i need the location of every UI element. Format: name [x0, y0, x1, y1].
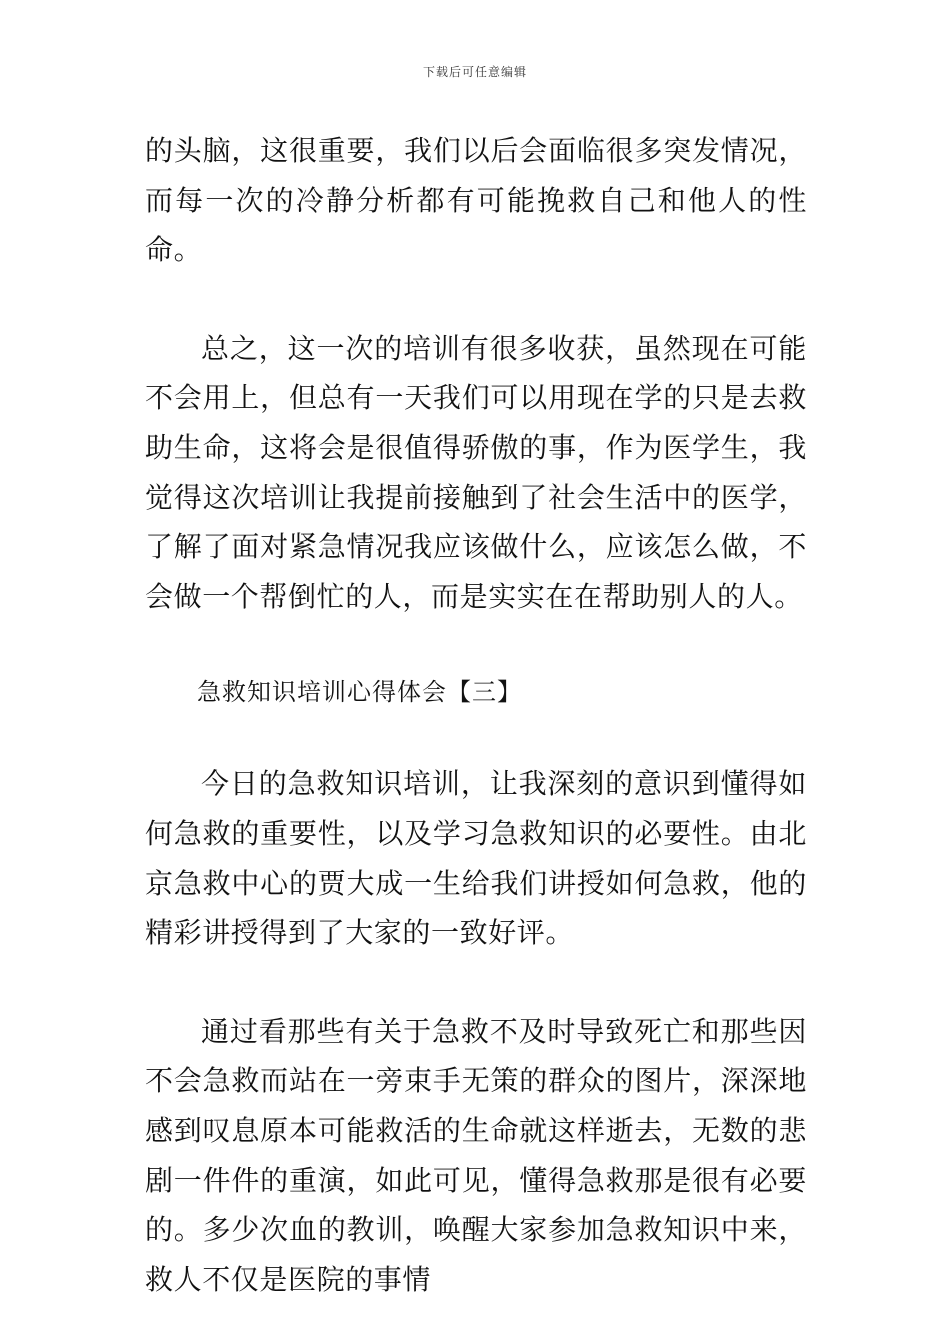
paragraph-training-intro: 今日的急救知识培训，让我深刻的意识到懂得如何急救的重要性，以及学习急救知识的必要性。由北京急救中心的贾大成一生给我们讲授如何急救，他的精彩讲授得到了大家的一致好评。: [145, 767, 807, 950]
document-body: [145, 126, 807, 1304]
paragraph-images-reflection: 通过看那些有关于急救不及时导致死亡和那些因不会急救而站在一旁束手无策的群众的图片，深深地感到叹息原本可能救活的生命就这样逝去，无数的悲剧一件件的重演，如此可见，懂得急救那是很有必要的。多少次血的教训，唤醒大家参加急救知识中来，救人不仅是医院的事情: [145, 1014, 807, 1296]
paragraph-summary: 总之，这一次的培训有很多收获，虽然现在可能不会用上，但总有一天我们可以用现在学的只是去救助生命，这将会是很值得骄傲的事，作为医学生，我觉得这次培训让我提前接触到了社会生活中的医学，了解了面对紧急情况我应该做什么，应该怎么做，不会做一个帮倒忙的人，而是实实在在帮助别人的人。: [145, 331, 807, 613]
paragraph-continuation: 的头脑，这很重要，我们以后会面临很多突发情况，而每一次的冷静分析都有可能挽救自己和他人的性命。: [145, 134, 807, 267]
page-header-note: 下载后可任意编辑: [422, 65, 527, 79]
section-heading: 急救知识培训心得体会【三】: [197, 678, 522, 707]
